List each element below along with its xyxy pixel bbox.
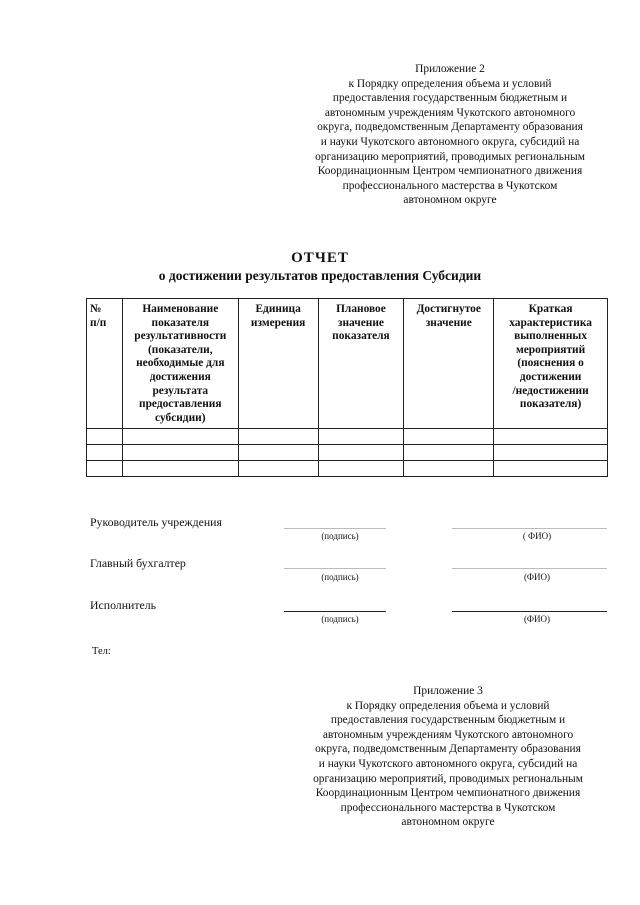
appendix-line: и науки Чукотского автономного округа, субсидий на — [320, 135, 580, 148]
appendix-3-header — [288, 684, 608, 830]
table-cell — [122, 429, 238, 445]
accountant-name-hint: (ФИО) — [523, 572, 551, 582]
appendix-line: Координационным Центром чемпионатного движения — [317, 165, 583, 178]
executor-signature-line — [284, 611, 386, 612]
header-indicator-name: Наименование показателя результативности (показатели, необходимые для достижения результата предоставления субсидии) — [122, 299, 238, 429]
executor-name-hint: (ФИО) — [523, 614, 551, 624]
head-signature-hint: (подпись) — [321, 531, 359, 541]
table-cell — [87, 445, 123, 461]
executor-name-line — [452, 611, 607, 612]
table-cell — [238, 429, 318, 445]
report-title: ОТЧЕТ — [291, 250, 349, 266]
appendix-line: к Порядку определения объема и условий — [346, 699, 550, 712]
appendix-line: профессионального мастерства в Чукотском — [342, 179, 558, 192]
appendix-line: предоставления государственным бюджетным и — [330, 714, 566, 727]
appendix-line: профессионального мастерства в Чукотском — [340, 801, 556, 814]
appendix-2-header — [290, 62, 610, 208]
accountant-name-line — [452, 568, 607, 569]
head-name-hint: ( ФИО) — [522, 531, 552, 541]
appendix-line: организацию мероприятий, проводимых региональным — [315, 150, 585, 163]
table-cell — [404, 461, 494, 477]
table-cell — [404, 429, 494, 445]
appendix-line: автономном округе — [403, 194, 497, 207]
appendix-line: автономным учреждениям Чукотского автономного — [322, 728, 574, 741]
appendix-line: организацию мероприятий, проводимых региональным — [313, 772, 583, 785]
table-cell — [494, 461, 608, 477]
table-cell — [238, 445, 318, 461]
executor-signature-label: Исполнитель — [90, 598, 156, 612]
table-row — [87, 429, 608, 445]
appendix-line: Приложение 2 — [415, 63, 485, 75]
accountant-signature-line — [284, 568, 386, 569]
table-header-row — [87, 299, 608, 429]
accountant-signature-hint: (подпись) — [321, 572, 359, 582]
appendix-line: Приложение 3 — [413, 685, 483, 697]
appendix-line: автономным учреждениям Чукотского автономного — [324, 106, 576, 119]
phone-label: Тел: — [92, 646, 111, 657]
table-cell — [494, 445, 608, 461]
table-cell — [494, 429, 608, 445]
report-table — [86, 298, 608, 477]
appendix-line: предоставления государственным бюджетным и — [332, 92, 568, 105]
table-cell — [318, 429, 404, 445]
table-cell — [238, 461, 318, 477]
header-description: Краткая характеристика выполненных мероприятий (пояснения о достижении /недостижении показателя) — [494, 299, 608, 429]
appendix-line: и науки Чукотского автономного округа, субсидий на — [318, 757, 578, 770]
table-row — [87, 445, 608, 461]
header-achieved-value: Достигнутое значение — [404, 299, 494, 429]
header-unit: Единица измерения — [238, 299, 318, 429]
table-cell — [318, 461, 404, 477]
table-cell — [87, 461, 123, 477]
appendix-line: округа, подведомственным Департаменту образования — [315, 743, 581, 756]
head-signature-line — [284, 528, 386, 529]
table-cell — [404, 445, 494, 461]
head-signature-label: Руководитель учреждения — [90, 515, 222, 529]
report-subtitle: о достижении результатов предоставления Субсидии — [158, 268, 482, 283]
accountant-signature-label: Главный бухгалтер — [90, 556, 186, 570]
table-row — [87, 461, 608, 477]
table-cell — [122, 461, 238, 477]
head-name-line — [452, 528, 607, 529]
appendix-line: к Порядку определения объема и условий — [348, 77, 552, 90]
header-planned-value: Плановое значение показателя — [318, 299, 404, 429]
appendix-line: округа, подведомственным Департаменту образования — [317, 121, 583, 134]
appendix-line: автономном округе — [401, 816, 495, 829]
table-cell — [122, 445, 238, 461]
appendix-line: Координационным Центром чемпионатного движения — [315, 787, 581, 800]
table-cell — [87, 429, 123, 445]
executor-signature-hint: (подпись) — [321, 614, 359, 624]
table-cell — [318, 445, 404, 461]
header-number: № п/п — [87, 299, 123, 429]
